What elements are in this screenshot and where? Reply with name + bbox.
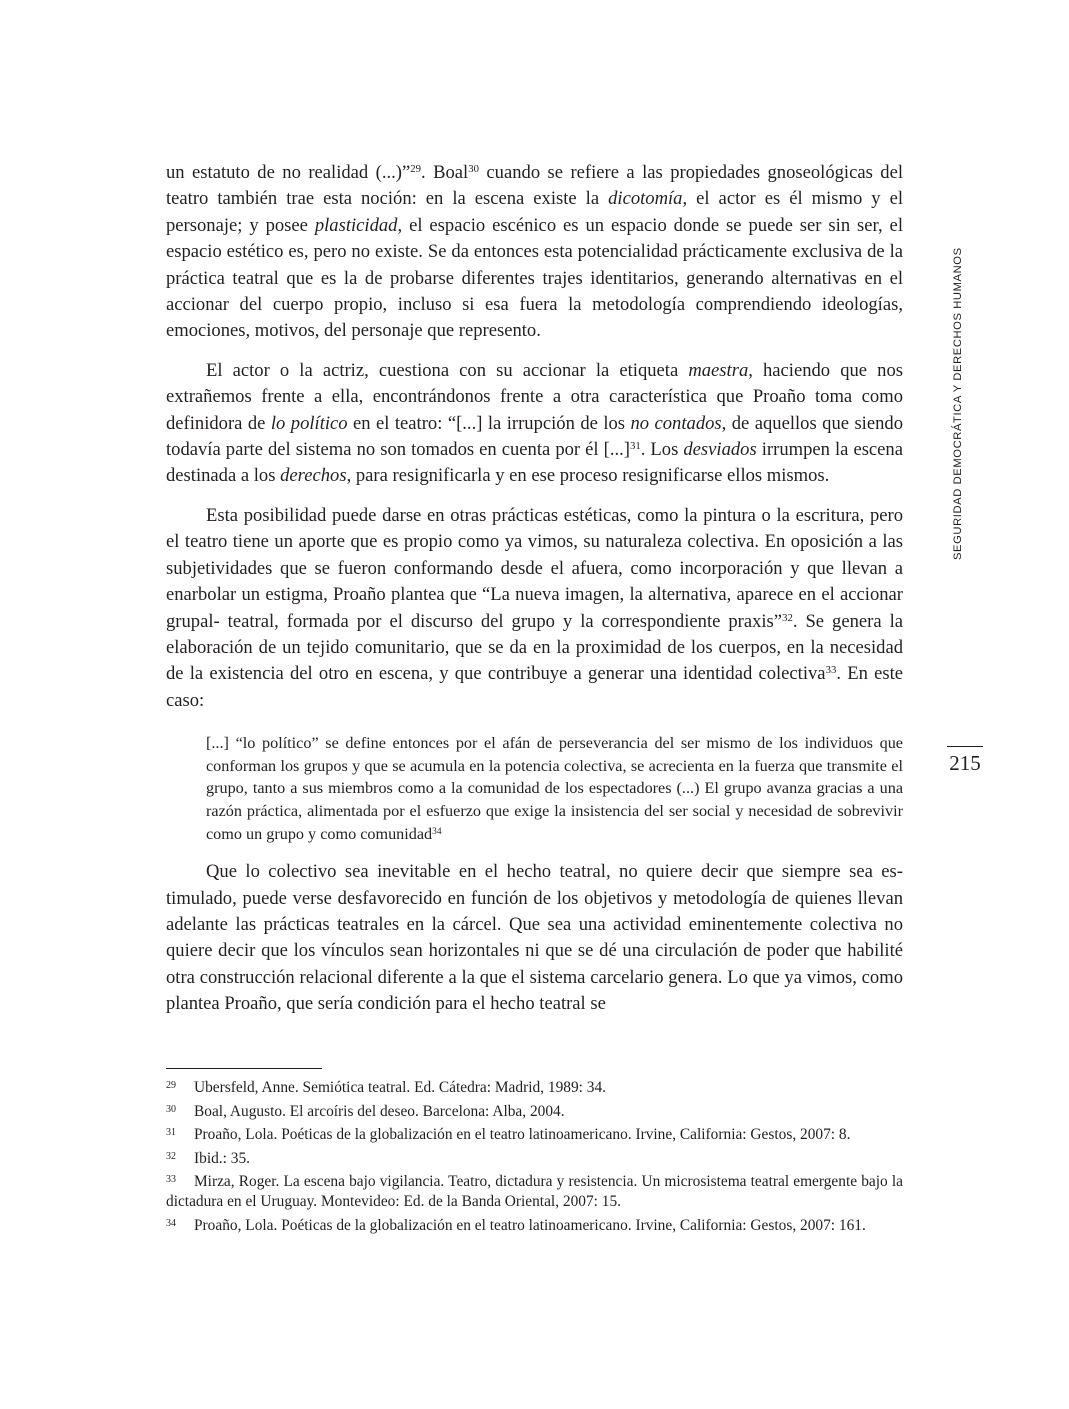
text-run: , para resignificarla y en ese proceso resignificarse ellos mismos. xyxy=(346,465,830,487)
text-run: . Los xyxy=(640,439,684,461)
paragraph-3 xyxy=(166,503,903,714)
footnote-text: Proaño, Lola. Poéticas de la globalización en el teatro latinoamericano. Irvine, California: Gestos, 2007: 161. xyxy=(194,1216,866,1234)
footnote-text: Ibid.: 35. xyxy=(194,1149,251,1167)
text-run: . En este caso: xyxy=(166,663,903,711)
footnote-text: Boal, Augusto. El arcoíris del deseo. Barcelona: Alba, 2004. xyxy=(194,1102,565,1120)
footnote-32 xyxy=(166,1147,903,1169)
footnote-ref: 31 xyxy=(629,440,641,453)
footnote-number: 34 xyxy=(166,1217,176,1229)
footnote-text: Proaño, Lola. Poéticas de la globalización en el teatro latinoamericano. Irvine, California: Gestos, 2007: 8. xyxy=(194,1126,851,1144)
paragraph-1 xyxy=(166,160,903,345)
footnote-ref: 32 xyxy=(782,611,793,624)
text-run: . Se genera la elaboración de un tejido comunitario, que se da en la proximidad de los cuerpos, en la necesidad de la existencia del otro en escena, y que contribuye a generar una identidad colectiva xyxy=(166,610,904,685)
italic-run: lo político xyxy=(270,412,348,434)
italic-run: no contados xyxy=(630,412,722,434)
text-run: [...] “lo político” se define entonces por el afán de perseverancia del ser mismo de los individuos que conforman los grupos y que se acumula en la potencia colectiva, se acrecienta en la fuerza que transmite el grupo, tanto a sus miembros como a la comunidad de los espectadores (...) El grupo avanza gracias a una razón práctica, alimentada por el esfuerzo que exige la insistencia del ser social y necesidad de sobrevivir como un grupo y como comunidad xyxy=(206,734,903,843)
footnote-number: 29 xyxy=(166,1080,176,1091)
italic-run: maestra, xyxy=(688,359,753,381)
body-text xyxy=(166,160,903,1031)
page-number: 215 xyxy=(949,751,981,775)
footnote-30 xyxy=(166,1100,903,1122)
footnote-text: Mirza, Roger. La escena bajo vigilancia. Teatro, dictadura y resistencia. Un microsistema teatral emergente bajo la dictadura en el Uruguay. Montevideo: Ed. de la Banda Oriental, 2007: 15. xyxy=(166,1173,903,1210)
text-run: Que lo colectivo sea inevitable en el hecho teatral, no quiere decir que siempre sea estimulado, puede verse desfavorecido en función de los objetivos y metodología de quienes llevan adelante las prácticas teatrales en la cárcel. Que sea una actividad eminentemente colectiva no quiere decir que los vínculos sean horizontales ni que se dé una circulación de poder que habilité otra construcción relacional diferente a la que el sistema carcelario genera. Lo que ya vimos, como plantea Proaño, que sería condición para el hecho teatral se xyxy=(166,861,903,1015)
footnote-31 xyxy=(166,1123,903,1145)
footnote-number: 31 xyxy=(166,1127,176,1139)
running-head: SEGURIDAD DEMOCRÁTICA Y DERECHOS HUMANOS xyxy=(952,247,964,560)
footnote-number: 33 xyxy=(166,1174,176,1186)
footnote-ref: 34 xyxy=(432,826,442,837)
text-run: , de aquellos que siendo todavía parte del sistema no son tomados en cuenta por él [...] xyxy=(166,412,903,461)
paragraph-2 xyxy=(166,358,903,490)
italic-run: desviados xyxy=(683,439,757,461)
footnote-34 xyxy=(166,1214,903,1236)
italic-run: dicotomía xyxy=(608,188,683,210)
italic-run: derechos xyxy=(280,465,347,487)
footnote-number: 30 xyxy=(166,1103,176,1115)
footnote-29 xyxy=(166,1076,903,1098)
text-run: en el teatro: “[...] la irrupción de los xyxy=(347,412,631,434)
footnote-33 xyxy=(166,1170,903,1211)
text-run: haciendo que nos extrañemos frente a ella, encontrándonos frente a otra característica que Proaño toma como definidora de xyxy=(166,359,903,434)
text-run: irrumpen la escena destinada a los xyxy=(166,439,903,487)
footnote-number: 32 xyxy=(166,1150,176,1162)
italic-run: plasticidad xyxy=(314,214,398,236)
footnote-ref: 29 xyxy=(410,163,421,176)
text-run: El actor o la actriz, cuestiona con su accionar la etiqueta xyxy=(206,359,689,381)
page-number-box xyxy=(947,746,983,776)
text-run: , el espacio escénico es un espacio donde se puede ser sin ser, el espacio estético es, pero no existe. Se da entonces esta potencialidad prácticamente exclusiva de la práctica teatral que es la de probarse diferentes trajes identitarios, generando alternativas en el accionar del cuerpo propio, incluso si esa fuera la metodología comprendiendo ideologías, emociones, motivos, del personaje que represento. xyxy=(166,214,903,342)
footnote-list xyxy=(166,1076,903,1235)
text-run: Esta posibilidad puede darse en otras prácticas estéticas, como la pintura o la escritura, pero el teatro tiene un aporte que es propio como ya vimos, su naturaleza colectiva. En oposición a las subjetividades que se fueron conformando desde el afuera, como incorporación y que llevan a enarbolar un estigma, Proaño plantea que “La nueva imagen, la alternativa, aparece en el accionar grupal- teatral, formada por el discurso del grupo y la correspondiente praxis” xyxy=(166,504,903,632)
footnote-ref: 30 xyxy=(468,163,479,176)
text-run: , el actor es él mismo y el personaje; y posee xyxy=(166,188,903,236)
footnotes xyxy=(166,1068,903,1237)
text-run: un estatuto de no realidad (...)” xyxy=(166,162,411,183)
paragraph-4 xyxy=(166,859,903,1017)
text-run: . Boal xyxy=(421,162,469,183)
footnote-ref: 33 xyxy=(825,664,837,677)
text-run: cuando se refiere a las propiedades gnoseológicas del teatro también trae esta noción: en la escena existe la xyxy=(166,162,903,210)
footnote-text: Ubersfeld, Anne. Semiótica teatral. Ed. Cátedra: Madrid, 1989: 34. xyxy=(194,1079,607,1096)
block-quote xyxy=(206,732,903,845)
footnote-rule-mask xyxy=(322,1067,922,1071)
